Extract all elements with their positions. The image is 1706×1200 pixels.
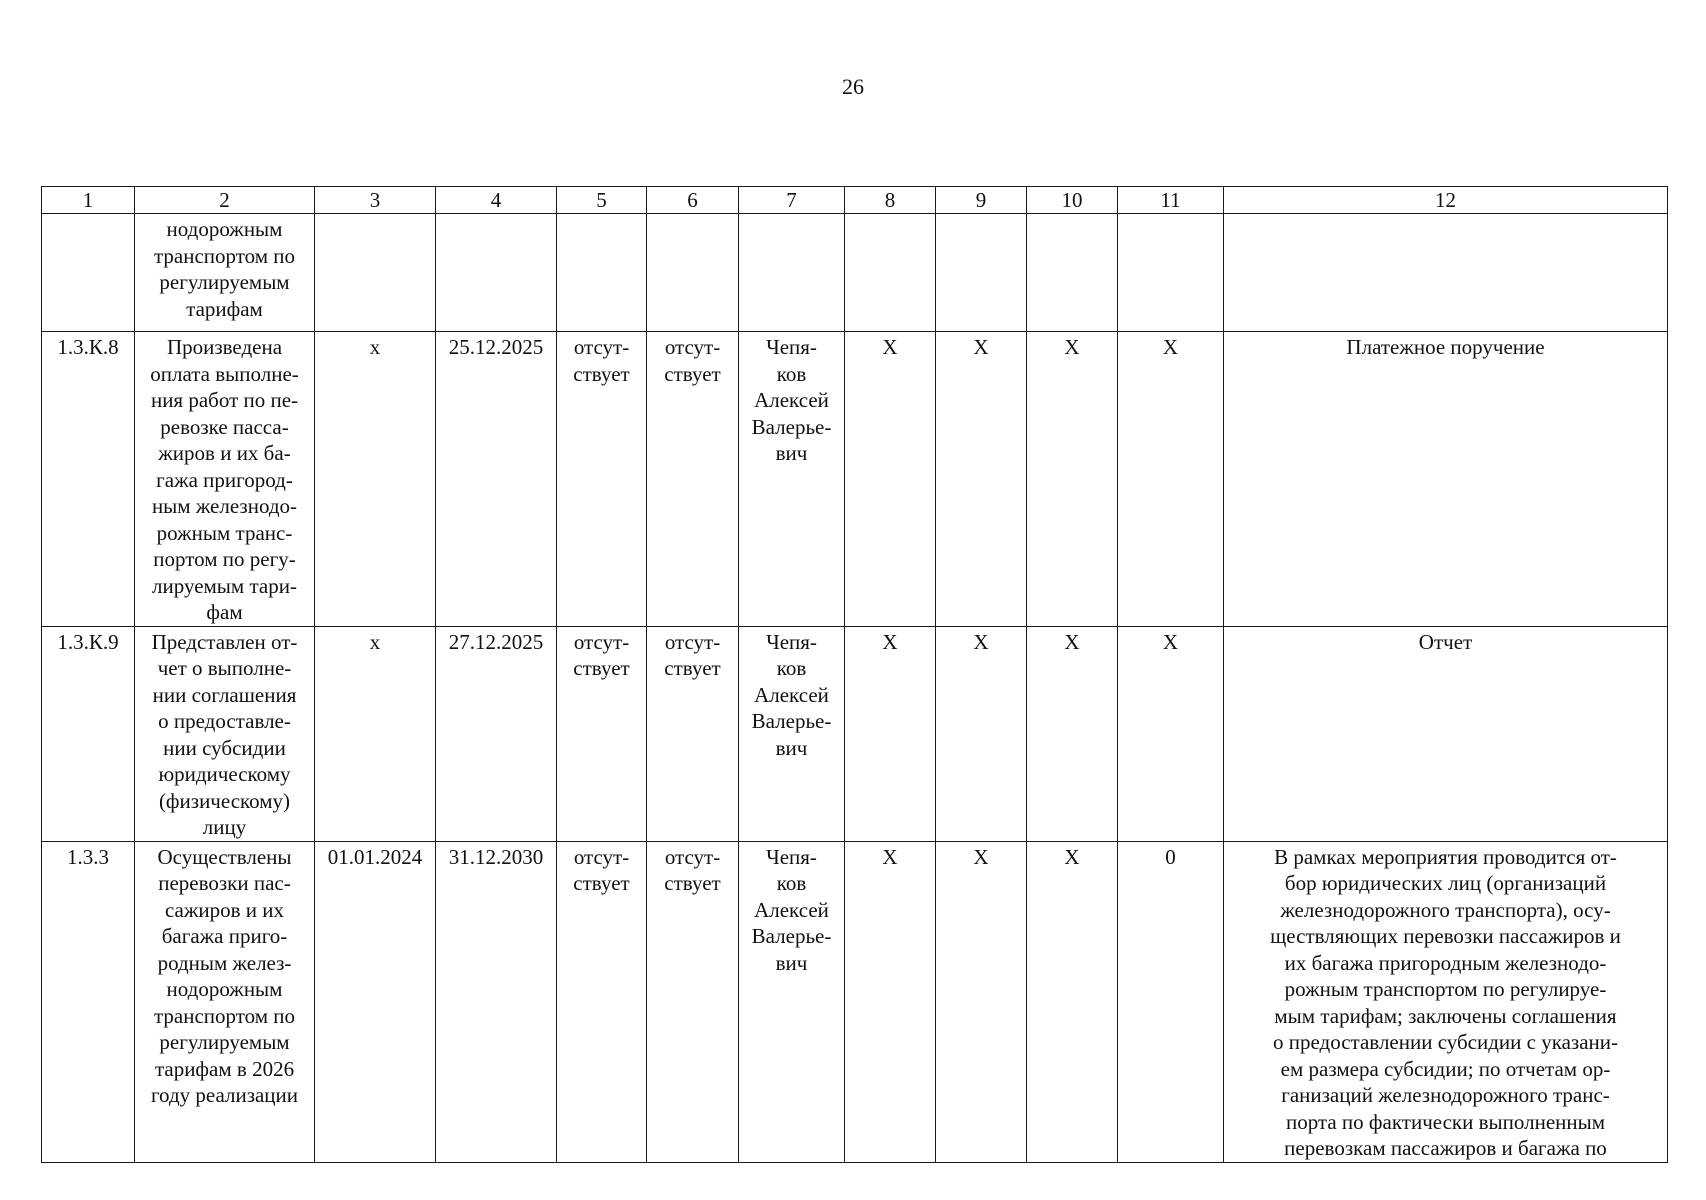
table-row <box>42 332 1668 627</box>
cell-line: жиров и их ба- <box>158 441 291 465</box>
cell-line: о предоставлении субсидии с указани- <box>1272 1030 1618 1054</box>
cell-line: о предоставле- <box>158 709 291 733</box>
column-header-1: 1 <box>42 187 135 214</box>
cell-line: нии соглашения <box>152 682 297 707</box>
cell-line: Чепя- <box>766 335 817 359</box>
cell-line: Отчет <box>1418 629 1473 654</box>
cell-col-9: Х <box>936 332 1027 627</box>
cell-col-7 <box>739 626 845 841</box>
table-row <box>42 841 1668 1162</box>
cell-col-7 <box>739 332 845 627</box>
cell-line: Чепя- <box>766 629 817 654</box>
cell-col-8 <box>845 214 936 332</box>
cell-col-10: Х <box>1027 626 1118 841</box>
cell-col-4 <box>436 214 557 332</box>
cell-line: Валерье- <box>751 414 832 439</box>
cell-col-12 <box>1224 332 1668 627</box>
table-body <box>42 214 1668 1163</box>
cell-line: (физическому) <box>158 788 291 813</box>
cell-line: ществляющих перевозки пассажиров и <box>1270 924 1621 948</box>
cell-col-3: х <box>315 626 436 841</box>
cell-col-5 <box>557 214 647 332</box>
cell-col-11: 0 <box>1118 841 1224 1162</box>
cell-line: Валерье- <box>751 924 832 948</box>
cell-col-6 <box>647 214 739 332</box>
cell-col-7 <box>739 214 845 332</box>
column-header-12: 12 <box>1224 187 1668 214</box>
cell-line: Платежное поручение <box>1346 335 1545 359</box>
cell-line: Произведена <box>166 335 283 359</box>
cell-line: ков <box>776 871 807 895</box>
cell-line: лицу <box>202 815 247 839</box>
cell-line: В рамках мероприятия проводится от- <box>1274 844 1617 869</box>
cell-line: отсут- <box>573 335 630 359</box>
cell-line: оплата выполне- <box>150 361 299 386</box>
column-header-11: 11 <box>1118 187 1224 214</box>
cell-col-9: Х <box>936 626 1027 841</box>
cell-line: железнодорожного транспорта), осу- <box>1280 897 1611 922</box>
cell-line: Алексей <box>754 897 829 922</box>
cell-line: Осуществлены <box>157 844 292 869</box>
cell-line: фам <box>206 600 243 624</box>
cell-col-2 <box>135 841 315 1162</box>
cell-line: ганизаций железнодорожного транс- <box>1281 1083 1610 1107</box>
cell-col-10 <box>1027 214 1118 332</box>
cell-col-1: 1.3.3 <box>42 841 135 1162</box>
column-header-4: 4 <box>436 187 557 214</box>
cell-line: ствует <box>664 871 721 895</box>
cell-line: регулируемым <box>159 270 290 294</box>
column-header-2: 2 <box>135 187 315 214</box>
cell-col-9: Х <box>936 841 1027 1162</box>
cell-line: ревозке пасса- <box>160 414 289 439</box>
cell-line: ков <box>776 656 807 680</box>
cell-col-12 <box>1224 841 1668 1162</box>
cell-col-5 <box>557 332 647 627</box>
cell-line: вич <box>775 950 808 975</box>
cell-col-4: 31.12.2030 <box>436 841 557 1162</box>
cell-col-6 <box>647 841 739 1162</box>
cell-col-11: Х <box>1118 332 1224 627</box>
cell-line: Алексей <box>754 388 829 412</box>
cell-col-8: Х <box>845 626 936 841</box>
column-header-9: 9 <box>936 187 1027 214</box>
cell-line: Валерье- <box>751 709 832 733</box>
cell-col-8: Х <box>845 332 936 627</box>
cell-col-1 <box>42 214 135 332</box>
cell-col-1: 1.3.К.9 <box>42 626 135 841</box>
cell-line: порта по фактически выполненным <box>1285 1109 1606 1134</box>
cell-col-4: 25.12.2025 <box>436 332 557 627</box>
cell-line: вич <box>775 735 808 760</box>
cell-col-2 <box>135 214 315 332</box>
cell-line: нии субсидии <box>163 735 286 760</box>
cell-col-9 <box>936 214 1027 332</box>
cell-line: ствует <box>573 656 630 680</box>
cell-line: родным желез- <box>157 950 292 975</box>
cell-line: багажа приго- <box>161 924 288 948</box>
column-header-10: 10 <box>1027 187 1118 214</box>
cell-col-2 <box>135 626 315 841</box>
cell-line: чет о выполне- <box>157 656 292 680</box>
column-header-7: 7 <box>739 187 845 214</box>
cell-line: портом по регу- <box>153 547 296 571</box>
cell-col-12 <box>1224 214 1668 332</box>
cell-line: бор юридических лиц (организаций <box>1284 871 1607 895</box>
cell-line: транспортом по <box>153 243 296 268</box>
cell-line: Алексей <box>754 682 829 707</box>
cell-line: отсут- <box>664 335 721 359</box>
cell-col-4: 27.12.2025 <box>436 626 557 841</box>
cell-line: ствует <box>664 361 721 386</box>
column-number-row <box>42 187 1668 214</box>
cell-col-1: 1.3.К.8 <box>42 332 135 627</box>
cell-col-5 <box>557 626 647 841</box>
cell-col-3: 01.01.2024 <box>315 841 436 1162</box>
cell-line: вич <box>775 441 808 465</box>
cell-col-3: х <box>315 332 436 627</box>
cell-col-6 <box>647 626 739 841</box>
table-row <box>42 626 1668 841</box>
cell-line: транспортом по <box>153 1003 296 1028</box>
page-number: 26 <box>842 74 864 99</box>
cell-line: тарифам <box>186 296 263 321</box>
cell-line: Представлен от- <box>151 629 298 654</box>
cell-line: юридическому <box>158 762 291 786</box>
cell-col-11: Х <box>1118 626 1224 841</box>
cell-col-11 <box>1118 214 1224 332</box>
cell-line: отсут- <box>573 844 630 869</box>
cell-line: отсут- <box>664 629 721 654</box>
column-header-3: 3 <box>315 187 436 214</box>
cell-line: нодорожным <box>166 977 283 1001</box>
cell-col-2 <box>135 332 315 627</box>
cell-line: лируемым тари- <box>152 573 297 598</box>
cell-line: Чепя- <box>766 844 817 869</box>
cell-line: рожным транс- <box>156 520 293 545</box>
cell-line: гажа пригород- <box>156 467 293 492</box>
cell-line: ем размера субсидии; по отчетам ор- <box>1280 1056 1611 1081</box>
cell-line: сажиров и их <box>164 897 285 922</box>
cell-line: ным железнодо- <box>151 494 298 518</box>
cell-col-3 <box>315 214 436 332</box>
cell-col-7 <box>739 841 845 1162</box>
cell-line: тарифам в 2026 <box>154 1056 295 1081</box>
cell-col-12 <box>1224 626 1668 841</box>
cell-line: году реализации <box>150 1083 299 1107</box>
cell-line: рожным транспортом по регулируе- <box>1284 977 1607 1001</box>
cell-line: перевозкам пассажиров и багажа по <box>1284 1136 1607 1160</box>
cell-line: их багажа пригородным железнодо- <box>1284 950 1607 975</box>
cell-line: нодорожным <box>166 217 283 241</box>
cell-col-6 <box>647 332 739 627</box>
column-header-5: 5 <box>557 187 647 214</box>
cell-line: регулируемым <box>159 1030 290 1054</box>
cell-line: ков <box>776 361 807 386</box>
cell-line: ствует <box>573 871 630 895</box>
cell-line: отсут- <box>573 629 630 654</box>
cell-line: ния работ по пе- <box>150 388 299 412</box>
cell-line: отсут- <box>664 844 721 869</box>
cell-line: перевозки пас- <box>158 871 291 895</box>
cell-line: мым тарифам; заключены соглашения <box>1274 1003 1617 1028</box>
cell-col-10: Х <box>1027 332 1118 627</box>
cell-line: ствует <box>664 656 721 680</box>
column-header-8: 8 <box>845 187 936 214</box>
cell-col-5 <box>557 841 647 1162</box>
column-header-6: 6 <box>647 187 739 214</box>
cell-line: ствует <box>573 361 630 386</box>
table-row <box>42 214 1668 332</box>
cell-col-8: Х <box>845 841 936 1162</box>
plan-table <box>41 186 1668 1163</box>
cell-col-10: Х <box>1027 841 1118 1162</box>
